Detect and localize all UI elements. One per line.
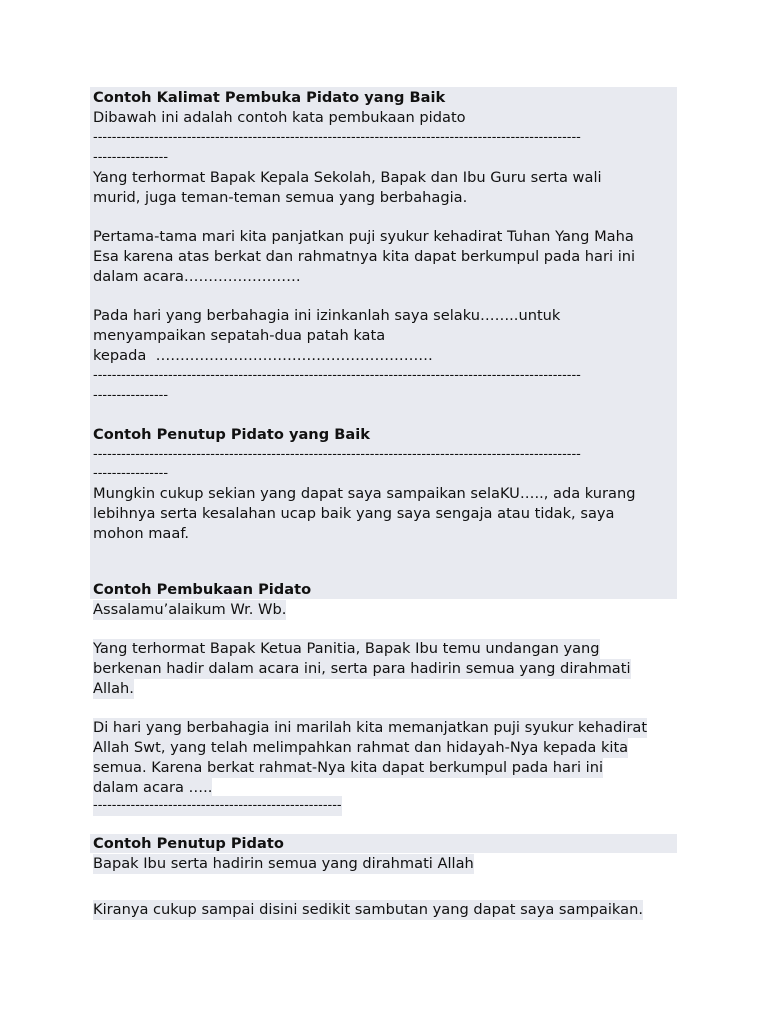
section-title-opening-example: Contoh Kalimat Pembuka Pidato yang Baik xyxy=(93,89,446,106)
paragraph-line: dalam acara ….. xyxy=(93,779,213,796)
divider-line: ---------------- xyxy=(93,388,169,403)
divider-line: -------------------------------------------------------------------------------------------------------- xyxy=(93,130,581,145)
section-title-closing: Contoh Penutup Pidato xyxy=(93,835,284,852)
paragraph-line: berkenan hadir dalam acara ini, serta para hadirin semua yang dirahmati xyxy=(93,660,631,677)
paragraph-line: menyampaikan sepatah-dua patah kata xyxy=(93,327,386,344)
paragraph-line: kepada ………………………………………………… xyxy=(93,347,433,364)
paragraph-line: Pada hari yang berbahagia ini izinkanlah saya selaku……..untuk xyxy=(93,307,561,324)
paragraph-line: semua. Karena berkat rahmat-Nya kita dapat berkumpul pada hari ini xyxy=(93,759,604,776)
paragraph-line: Yang terhormat Bapak Ketua Panitia, Bapak Ibu temu undangan yang xyxy=(93,640,600,657)
paragraph-line: lebihnya serta kesalahan ucap baik yang saya sengaja atau tidak, saya xyxy=(93,505,615,522)
paragraph-line: dalam acara…………………… xyxy=(93,268,301,285)
section-title-opening: Contoh Pembukaan Pidato xyxy=(93,581,312,598)
divider-line: ---------------- xyxy=(93,466,169,481)
divider-line: -------------------------------------------------------------------------------------------------------- xyxy=(93,447,581,462)
section-title-closing-example: Contoh Penutup Pidato yang Baik xyxy=(93,426,370,443)
paragraph-line: Allah. xyxy=(93,680,134,697)
divider-line: ---------------- xyxy=(93,150,169,165)
paragraph-line: Allah Swt, yang telah melimpahkan rahmat dan hidayah-Nya kepada kita xyxy=(93,739,629,756)
greeting-line: Assalamu’alaikum Wr. Wb. xyxy=(93,601,287,618)
divider-line: ----------------------------------------------------- xyxy=(93,796,342,816)
paragraph-line: Bapak Ibu serta hadirin semua yang dirahmati Allah xyxy=(93,855,474,872)
paragraph-line: Di hari yang berbahagia ini marilah kita memanjatkan puji syukur kehadirat xyxy=(93,719,648,736)
paragraph-line: Yang terhormat Bapak Kepala Sekolah, Bapak dan Ibu Guru serta wali xyxy=(93,169,602,186)
paragraph-line: Mungkin cukup sekian yang dapat saya sampaikan selaKU….., ada kurang xyxy=(93,485,636,502)
section-intro: Dibawah ini adalah contoh kata pembukaan pidato xyxy=(93,109,466,126)
paragraph-line: Pertama-tama mari kita panjatkan puji syukur kehadirat Tuhan Yang Maha xyxy=(93,228,634,245)
divider-line: -------------------------------------------------------------------------------------------------------- xyxy=(93,368,581,383)
paragraph-line: mohon maaf. xyxy=(93,525,190,542)
paragraph-line: Kiranya cukup sampai disini sedikit sambutan yang dapat saya sampaikan. xyxy=(93,901,643,918)
paragraph-line: Esa karena atas berkat dan rahmatnya kita dapat berkumpul pada hari ini xyxy=(93,248,636,265)
paragraph-line: murid, juga teman-teman semua yang berbahagia. xyxy=(93,189,468,206)
